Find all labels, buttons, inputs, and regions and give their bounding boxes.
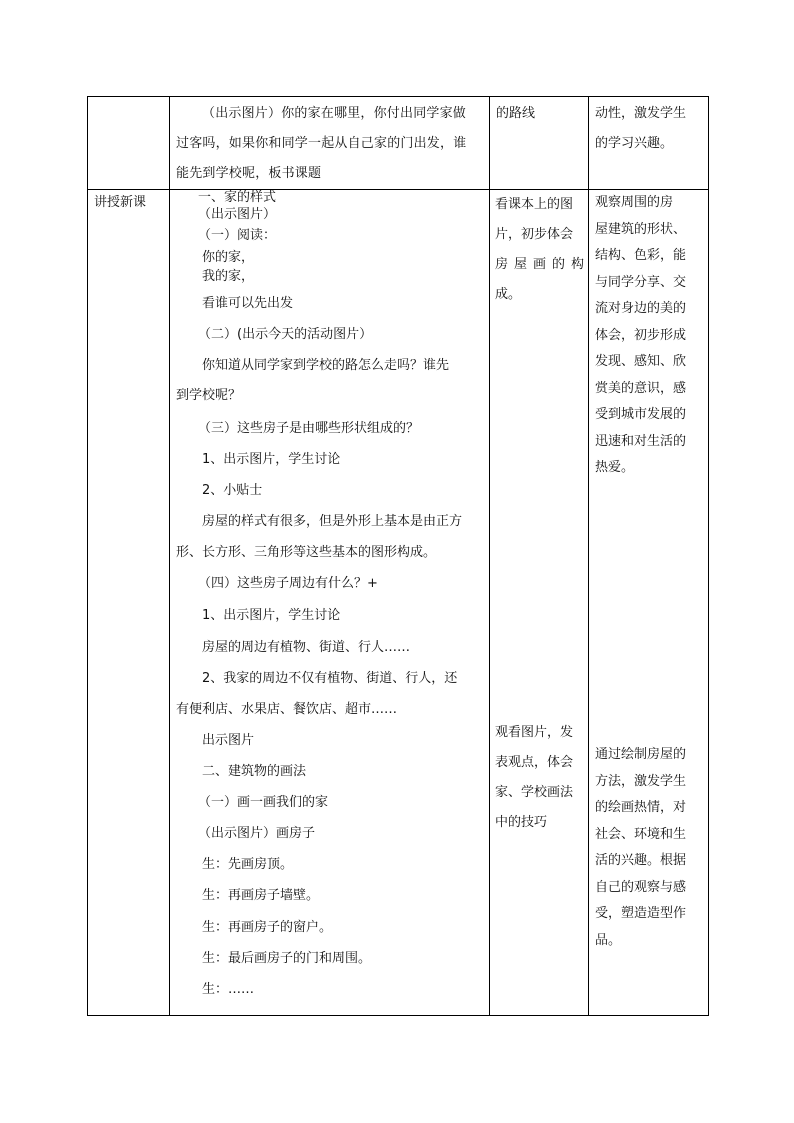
activity-line: 家、学校画法 xyxy=(495,785,574,800)
activity-line: 中的技巧 xyxy=(495,815,548,830)
intent-line: 的学习兴趣。 xyxy=(595,136,674,151)
content-line: 过客吗，如果你和同学一起从自己家的门出发，谁 xyxy=(176,136,467,151)
content-line: （出示图片）画房子 xyxy=(198,826,316,841)
intent-line: 迅速和对生活的 xyxy=(595,433,687,449)
content-line: 形、长方形、三角形等这些基本的图形构成。 xyxy=(176,545,437,560)
content-line: （二）(出示今天的活动图片） xyxy=(198,327,373,342)
intent-line: 与同学分享、交 xyxy=(595,274,687,290)
intent-line: 通过绘制房屋的 xyxy=(595,747,687,762)
activity-line: 房屋画的构成。 xyxy=(495,257,584,302)
content-line: 1、出示图片，学生讨论 xyxy=(202,608,341,623)
intent-line: 受，塑造造型作 xyxy=(595,906,687,921)
lesson-plan-table xyxy=(87,96,709,1016)
table-row xyxy=(88,190,709,1016)
intent-line: 结构、色彩，能 xyxy=(595,248,687,263)
content-line: 房屋的周边有植物、街道、行人…… xyxy=(202,640,411,655)
content-line: 生：最后画房子的门和周围。 xyxy=(202,951,372,966)
content-line: 1、出示图片，学生讨论 xyxy=(202,452,341,467)
activity-line: 片，初步体会 xyxy=(495,227,574,242)
stage-label: 讲授新课 xyxy=(94,195,147,210)
activity-cell xyxy=(490,190,589,1016)
content-line: 生：先画房顶。 xyxy=(202,857,294,872)
content-line: 有便利店、水果店、餐饮店、超市…… xyxy=(176,702,398,717)
stage-cell xyxy=(88,97,170,190)
intent-line: 受到城市发展的 xyxy=(595,407,687,422)
content-line: （一）画一画我们的家 xyxy=(198,795,329,810)
activity-cell xyxy=(490,97,589,190)
content-line: 生：再画房子墙壁。 xyxy=(202,888,320,903)
content-line: （四）这些房子周边有什么？+ xyxy=(198,576,378,591)
intent-cell xyxy=(589,97,709,190)
intent-line: 自己的观察与感 xyxy=(595,879,687,895)
intent-line: 热爱。 xyxy=(595,460,635,475)
intent-line: 观察周围的房 xyxy=(595,195,674,210)
intent-line: 屋建筑的形状、 xyxy=(595,221,687,237)
content-line: 生：…… xyxy=(202,982,255,997)
intent-line: 体会，初步形成 xyxy=(595,327,687,343)
content-line: 能先到学校呢，板书课题 xyxy=(176,166,322,181)
content-cell xyxy=(170,190,490,1016)
heading-home-style: 一、家的样式 xyxy=(198,190,277,205)
content-line: 房屋的样式有很多，但是外形上基本是由正方 xyxy=(202,514,463,529)
table-row xyxy=(88,97,709,190)
intent-line: 动性，激发学生 xyxy=(595,106,687,121)
content-line: 2、我家的周边不仅有植物、街道、行人，还 xyxy=(202,671,458,686)
content-line: （出示图片） xyxy=(198,207,277,222)
intent-line: 社会、环境和生 xyxy=(595,826,687,842)
content-line: 生：再画房子的窗户。 xyxy=(202,920,333,935)
activity-line: 观看图片，发 xyxy=(495,725,574,740)
intent-line: 赏美的意识，感 xyxy=(595,380,687,396)
content-line: （一）阅读： xyxy=(198,228,277,243)
intent-line: 的绘画热情，对 xyxy=(595,800,687,815)
content-line: （三）这些房子是由哪些形状组成的？ xyxy=(198,421,420,436)
intent-line: 方法，激发学生 xyxy=(595,773,687,789)
intent-cell xyxy=(589,190,709,1016)
intent-line: 发现、感知、欣 xyxy=(595,354,687,369)
content-line: 你的家， xyxy=(202,250,255,265)
content-line: 看谁可以先出发 xyxy=(202,296,294,311)
content-line: 2、小贴士 xyxy=(202,483,263,498)
heading-drawing-method: 二、建筑物的画法 xyxy=(202,764,307,779)
intent-line: 品。 xyxy=(595,932,622,948)
content-line: 到学校呢？ xyxy=(176,388,242,403)
activity-line: 看课本上的图 xyxy=(495,197,574,212)
content-cell xyxy=(170,97,490,190)
activity-text: 的路线 xyxy=(496,106,536,121)
content-line: 我的家， xyxy=(202,269,255,284)
intent-line: 活的兴趣。根据 xyxy=(595,853,687,868)
activity-line: 表观点，体会 xyxy=(495,755,574,770)
intent-line: 流对身边的美的 xyxy=(595,301,687,316)
stage-cell xyxy=(88,190,170,1016)
content-line: 你知道从同学家到学校的路怎么走吗？谁先 xyxy=(202,358,450,373)
content-line: （出示图片）你的家在哪里，你付出同学家做 xyxy=(202,106,467,121)
content-line: 出示图片 xyxy=(202,733,255,748)
